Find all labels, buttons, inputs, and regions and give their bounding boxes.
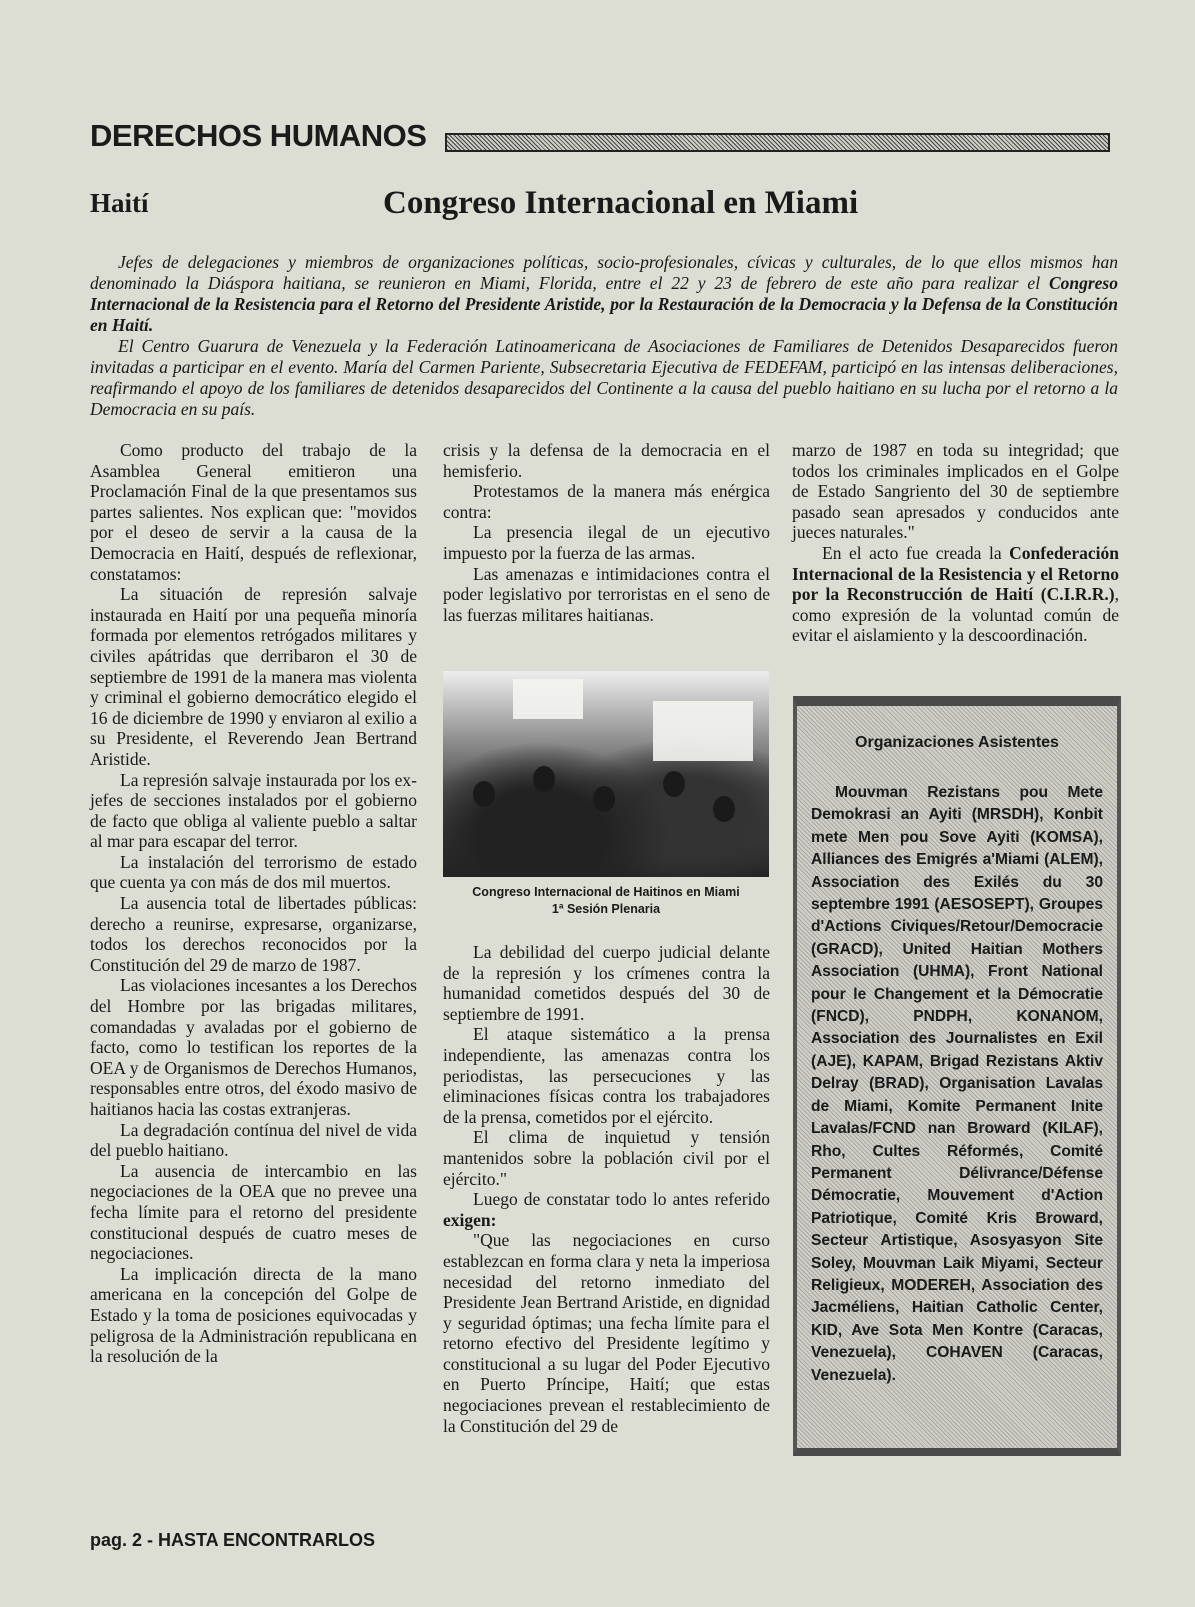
country-label: Haití xyxy=(90,188,149,218)
photo-window xyxy=(513,679,583,719)
text: , como expresión de la voluntad común de evitar el aislamiento y la descoordinación. xyxy=(792,584,1119,646)
photo-figure xyxy=(663,771,685,797)
paragraph: La degradación contínua del nivel de vida del pueblo haitiano. xyxy=(90,1119,417,1161)
paragraph: La implicación directa de la mano americana en la concepción del Golpe de Estado y la toma de posiciones equivocadas y peligrosa de la Administración republicana en la resolución de la xyxy=(90,1263,417,1367)
section-heading: DERECHOS HUMANOS xyxy=(90,118,427,153)
intro-text: Jefes de delegaciones y miembros de organizaciones políticas, socio-profesionales, cívicas y culturales, de lo que ellos mismos han denominado la Diáspora haitiana, se reunieron en Miami, Florida, entre el 22 y 23 de febrero de este año para realizar el xyxy=(90,252,1118,293)
paragraph: La presencia ilegal de un ejecutivo impuesto por la fuerza de las armas. xyxy=(443,522,770,563)
paragraph: marzo de 1987 en toda su integridad; que todos los criminales implicados en el Golpe de Estado Sangriento del 30 de septiembre pasado sean apresados y conducidos ante jueces naturales." xyxy=(792,440,1119,543)
page-footer: pag. 2 - HASTA ENCONTRARLOS xyxy=(90,1530,376,1550)
paragraph: La ausencia de intercambio en las negociaciones de la OEA que no prevee una fecha límite para el retorno del presidente constitucional después de cuatro meses de negociaciones. xyxy=(90,1160,417,1264)
caption-line-1: Congreso Internacional de Haitinos en Miami xyxy=(472,885,740,899)
paragraph: El ataque sistemático a la prensa independiente, las amenazas contra los periodistas, las persecuciones y las eliminaciones físicas contra los trabajadores de la prensa, cometidos por el ejército. xyxy=(443,1024,770,1127)
photo-figure xyxy=(713,796,735,822)
paragraph xyxy=(792,543,1119,646)
paragraph: "Que las negociaciones en curso establezcan en forma clara y neta la imperiosa necesidad del retorno inmediato del Presidente Jean Bertrand Aristide, en dignidad y seguridad óptimas; una fecha límite para el retorno efectivo del Presidente legítimo y constitucional a su lugar del Poder Ejecutivo en Puerto Príncipe, Haití; que estas negociaciones prevean el restablecimiento de la Constitución del 29 de xyxy=(443,1230,770,1436)
photo-figure xyxy=(533,766,555,792)
intro-paragraph-2: El Centro Guarura de Venezuela y la Federación Latinoamericana de Asociaciones de Familiares de Detenidos Desaparecidos fueron invitadas a participar en el evento. María del Carmen Pariente, Subsecretaria Ejecutiva de FEDEFAM, participó en las intensas deliberaciones, reafirmando el apoyo de los familiares de detenidos desaparecidos del Continente a la causa del pueblo haitiano en su lucha por el retorno a la Democracia en su país. xyxy=(90,336,1118,419)
paragraph: La instalación del terrorismo de estado que cuenta ya con más de dos mil muertos. xyxy=(90,851,417,893)
article-title: Congreso Internacional en Miami xyxy=(383,185,859,221)
sidebar-title: Organizaciones Asistentes xyxy=(855,734,1059,751)
section-bar xyxy=(445,133,1110,152)
column-3 xyxy=(792,440,1119,646)
paragraph: La situación de represión salvaje instaurada en Haití por una pequeña minoría formada por elementos retrógados militares y civiles apátridas que derribaron el 30 de septiembre de 1991 de la manera mas violenta y criminal el gobierno democrático elegido el 16 de diciembre de 1990 y enviaron al exilio a su Presidente, el Reverendo Jean Bertrand Aristide. xyxy=(90,584,417,769)
paragraph: Como producto del trabajo de la Asamblea General emitieron una Proclamación Final de la que presentamos sus partes salientes. Nos explican que: "movidos por el deseo de servir a la causa de la Democracia en Haití, después de reflexionar, constatamos: xyxy=(90,440,417,584)
paragraph: La represión salvaje instaurada por los ex-jefes de secciones instalados por el gobierno de facto que obliga al valiente pueblo a saltar al mar para escapar del terror. xyxy=(90,769,417,852)
column-1 xyxy=(90,440,417,1367)
organizations-sidebar xyxy=(793,696,1121,1456)
paragraph: Las amenazas e intimidaciones contra el poder legislativo por terroristas en el seno de las fuerzas militares haitianas. xyxy=(443,563,770,625)
paragraph xyxy=(443,1189,770,1230)
paragraph: La ausencia total de libertades públicas: derecho a reunirse, expresarse, organizarse, todos los derechos reconocidos por la Constitución del 29 de marzo de 1987. xyxy=(90,893,417,975)
paragraph: La debilidad del cuerpo judicial delante de la represión y los crímenes contra la humanidad cometidos después del 30 de septiembre de 1991. xyxy=(443,942,770,1024)
plenary-photo xyxy=(443,671,769,877)
column-2-bottom xyxy=(443,942,770,1436)
column-2-top xyxy=(443,440,770,625)
caption-line-2: 1ª Sesión Plenaria xyxy=(551,902,661,916)
paragraph: Protestamos de la manera más enérgica contra: xyxy=(443,481,770,522)
organization-name: Confederación Internacional de la Resistencia y el Retorno por la Reconstrucción de Haití (C.I.R.R.) xyxy=(792,542,1119,605)
congress-name: Congreso Internacional de la Resistencia para el Retorno del Presidente Aristide, por la Restauración de la Democracia y la Defensa de la Constitución en Haití. xyxy=(90,273,1118,335)
paragraph: El clima de inquietud y tensión mantenidos sobre la población civil por el ejército." xyxy=(443,1127,770,1189)
paragraph: crisis y la defensa de la democracia en el hemisferio. xyxy=(443,440,770,481)
photo-window xyxy=(653,701,753,761)
demand-word: exigen: xyxy=(443,1209,497,1230)
photo-figure xyxy=(473,781,495,807)
sidebar-text: Mouvman Rezistans pou Mete Demokrasi an Ayiti (MRSDH), Konbit mete Men pou Sove Ayiti (KOMSA), Alliances des Emigrés a'Miami (ALEM), Association des Exilés du 30 septembre 1991 (AESOSEPT), Groupes d'Actions Civiques/Retour/Democracie (GRACD), United Haitian Mothers Association (UHMA), Front National pour le Changement et la Démocratie (FNCD), PNDPH, KONANOM, Association des Journalistes en Exil (AJE), KAPAM, Brigad Rezistans Aktiv Delray (BRAD), Organisation Lavalas de Miami, Komite Permanent Inite Lavalas/FCND nan Broward (KILAF), Rho, Cultes Réformés, Comité Permanent Délivrance/Défense Démocratie, Mouvement d'Action Patriotique, Comité Kris Broward, Secteur Artistique, Asosyasyon Site Soley, Mouvman Laik Miyami, Secteur Religieux, MODEREH, Association des Jacméliens, Haitian Catholic Center, KID, Ave Sota Men Kontre (Caracas, Venezuela), COHAVEN (Caracas, Venezuela). xyxy=(811,784,1103,1384)
article-intro xyxy=(90,252,1118,420)
intro-paragraph-1 xyxy=(90,252,1118,336)
photo-caption xyxy=(443,884,769,918)
photo-figure xyxy=(593,786,615,812)
text: En el acto fue creada la xyxy=(822,542,1010,563)
text: Luego de constatar todo lo antes referido xyxy=(473,1189,770,1210)
paragraph: Las violaciones incesantes a los Derechos del Hombre por las brigadas militares, comandadas y avaladas por el gobierno de facto, como lo testifican los reportes de la OEA y de Organismos de Derechos Humanos, responsables entre otros, del éxodo masivo de haitianos hacia las costas extranjeras. xyxy=(90,975,417,1119)
